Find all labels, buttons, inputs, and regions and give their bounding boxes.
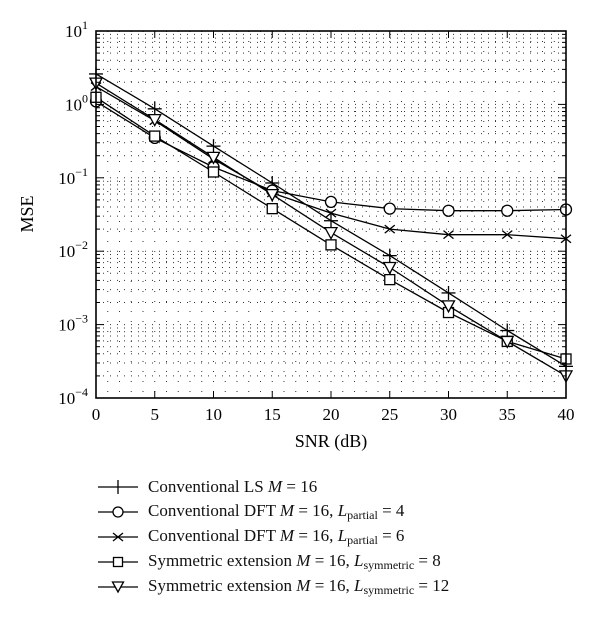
data-series [89,67,573,382]
legend-item [96,574,449,599]
x-tick-label: 40 [557,405,575,424]
y-tick-label: $10^{-1}$ [58,164,88,188]
y-axis-label: MSE [17,195,37,233]
x-tick-labels [92,405,575,424]
series-plus [89,67,573,373]
legend-item [96,499,449,524]
legend-label: Symmetric extension M = 16, $L_{symmetric} = 12$ [148,575,450,597]
x-tick-label: 30 [440,405,457,424]
legend-label: Conventional DFT M = 16, $L_{partial} = 4$ [148,500,405,522]
y-tick-label: $10^1$ [65,18,88,41]
x-tick-label: 35 [498,405,516,424]
triangle-down-marker-icon [96,577,140,597]
legend-item [96,524,449,549]
y-tick-label: $10^0$ [65,91,88,115]
y-tick-label: $10^{-2}$ [58,238,88,262]
x-tick-label: 20 [322,405,340,424]
x-axis-label: SNR (dB) [294,431,368,451]
legend-label: Symmetric extension M = 16, $L_{symmetric} = 8$ [148,550,441,572]
x-marker-icon [96,527,140,547]
x-tick-label: 5 [150,405,159,424]
x-tick-label: 0 [91,405,101,424]
legend [96,474,449,599]
series-triangle-down [90,78,572,382]
x-tick-label: 10 [205,405,222,424]
x-tick-label: 15 [263,405,281,424]
x-tick-label: 25 [381,405,399,424]
plus-marker-icon [96,477,140,497]
y-tick-labels [58,18,88,408]
legend-label: Conventional DFT M = 16, $L_{partial} = 6$ [148,525,405,547]
y-tick-label: $10^{-3}$ [58,311,88,335]
y-tick-label: $10^{-4}$ [58,385,88,408]
legend-item [96,474,449,499]
legend-label: Conventional LS M = 16 [148,476,318,496]
square-marker-icon [96,552,140,572]
legend-item [96,549,449,574]
circle-marker-icon [96,502,140,522]
